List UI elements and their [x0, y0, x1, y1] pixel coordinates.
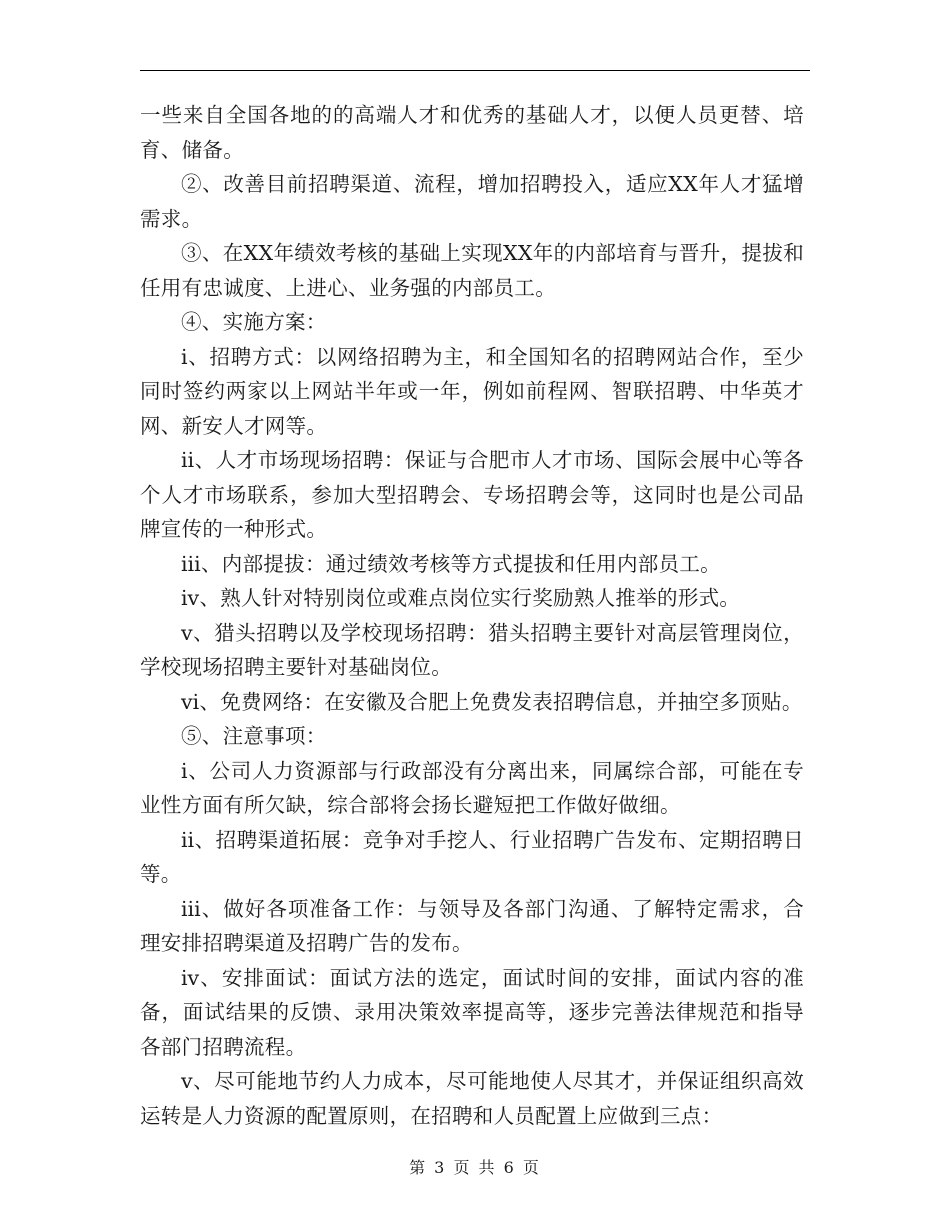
paragraph-5: ⅱ、人才市场现场招聘：保证与合肥市人才市场、国际会展中心等各个人才市场联系，参加大型招聘会、专场招聘会等，这同时也是公司品牌宣传的一种形式。 — [140, 448, 804, 541]
header-rule — [140, 70, 810, 71]
paragraph-15: ⅴ、尽可能地节约人力成本，尽可能地使人尽其才，并保证组织高效运转是人力资源的配置原则，在招聘和人员配置上应做到三点： — [140, 1069, 804, 1128]
body-text — [140, 98, 804, 1133]
paragraph-4: ⅰ、招聘方式：以网络招聘为主，和全国知名的招聘网站合作，至少同时签约两家以上网站半年或一年，例如前程网、智联招聘、中华英才网、新安人才网等。 — [140, 344, 804, 438]
paragraph-3: ④、实施方案： — [181, 310, 327, 334]
paragraph-14: ⅳ、安排面试：面试方法的选定，面试时间的安排，面试内容的准备，面试结果的反馈、录用决策效率提高等，逐步完善法律规范和指导各部门招聘流程。 — [140, 965, 804, 1059]
paragraph-9: ⅵ、免费网络：在安徽及合肥上免费发表招聘信息，并抽空多顶贴。 — [181, 689, 803, 714]
paragraph-10: ⑤、注意事项： — [181, 724, 327, 748]
paragraph-8: ⅴ、猎头招聘以及学校现场招聘：猎头招聘主要针对高层管理岗位，学校现场招聘主要针对基础岗位。 — [140, 620, 804, 679]
paragraph-7: ⅳ、熟人针对特别岗位或难点岗位实行奖励熟人推举的形式。 — [181, 586, 741, 610]
paragraph-11: ⅰ、公司人力资源部与行政部没有分离出来，同属综合部，可能在专业性方面有所欠缺，综合部将会扬长避短把工作做好做细。 — [140, 758, 804, 817]
paragraph-6: ⅲ、内部提拔：通过绩效考核等方式提拔和任用内部员工。 — [181, 551, 721, 576]
paragraph-0: 一些来自全国各地的的高端人才和优秀的基础人才，以便人员更替、培育、储备。 — [140, 103, 804, 162]
paragraph-1: ②、改善目前招聘渠道、流程，增加招聘投入，适应XX年人才猛增需求。 — [140, 172, 804, 231]
page-footer: 第 3 页 共 6 页 — [409, 1158, 541, 1177]
paragraph-13: ⅲ、做好各项准备工作：与领导及各部门沟通、了解特定需求，合理安排招聘渠道及招聘广告的发布。 — [140, 896, 804, 955]
paragraph-12: ⅱ、招聘渠道拓展：竞争对手挖人、行业招聘广告发布、定期招聘日等。 — [140, 827, 804, 886]
paragraph-2: ③、在XX年绩效考核的基础上实现XX年的内部培育与晋升，提拔和任用有忠诚度、上进心、业务强的内部员工。 — [140, 241, 804, 300]
